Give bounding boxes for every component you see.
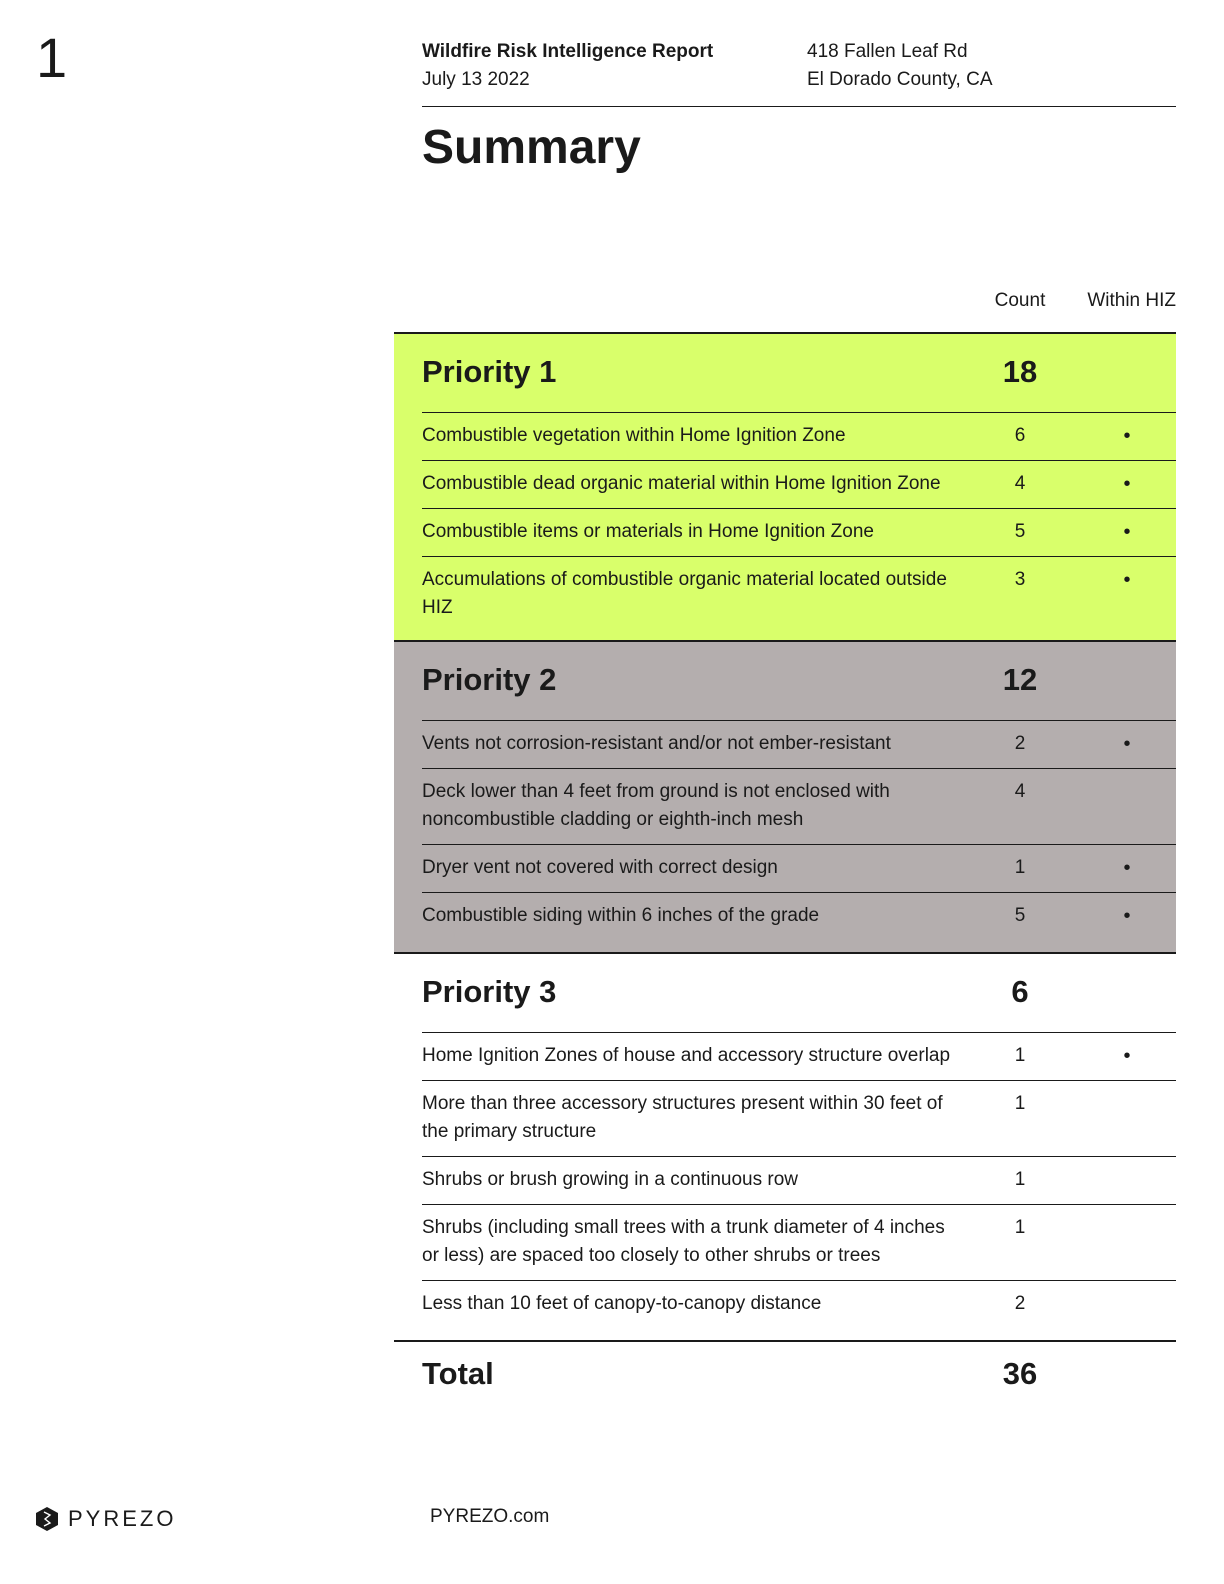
header-divider xyxy=(422,106,1176,107)
row-count: 4 xyxy=(1014,781,1026,802)
row-label: Combustible dead organic material within Home Ignition Zone xyxy=(422,473,941,494)
priority-1-section xyxy=(394,332,1176,640)
table-row xyxy=(422,769,1176,845)
row-label: Vents not corrosion-resistant and/or not ember-resistant xyxy=(422,733,891,754)
table-row xyxy=(422,1157,1176,1205)
row-count: 1 xyxy=(1014,1217,1026,1238)
page-title: Summary xyxy=(422,121,641,174)
within-hiz-dot-icon: • xyxy=(1123,1045,1131,1067)
report-title: Wildfire Risk Intelligence Report xyxy=(422,41,714,62)
column-header-count: Count xyxy=(994,290,1046,311)
total-row xyxy=(394,1340,1176,1406)
within-hiz-dot-icon: • xyxy=(1123,425,1131,447)
row-label: Less than 10 feet of canopy-to-canopy distance xyxy=(422,1293,822,1314)
table-row xyxy=(422,461,1176,509)
within-hiz-dot-icon: • xyxy=(1123,905,1131,927)
row-label: More than three accessory structures present within 30 feet of the primary structure xyxy=(422,1093,943,1142)
summary-table xyxy=(394,332,1176,1406)
page-number: 1 xyxy=(36,26,68,89)
row-count: 2 xyxy=(1014,1293,1026,1314)
within-hiz-dot-icon: • xyxy=(1123,521,1131,543)
section-count: 6 xyxy=(1011,974,1029,1009)
total-label: Total xyxy=(422,1356,494,1391)
row-count: 6 xyxy=(1014,425,1026,446)
row-count: 1 xyxy=(1014,1169,1026,1190)
section-title: Priority 1 xyxy=(422,354,557,389)
row-label: Shrubs or brush growing in a continuous row xyxy=(422,1169,798,1190)
section-header xyxy=(422,642,1176,721)
within-hiz-dot-icon: • xyxy=(1123,857,1131,879)
table-row xyxy=(422,1081,1176,1157)
row-label: Combustible vegetation within Home Ignition Zone xyxy=(422,425,846,446)
table-row xyxy=(422,845,1176,893)
row-label: Dryer vent not covered with correct design xyxy=(422,857,778,878)
table-row xyxy=(422,1281,1176,1328)
row-count: 5 xyxy=(1014,521,1026,542)
row-label: Accumulations of combustible organic material located outside HIZ xyxy=(422,569,947,618)
row-label: Shrubs (including small trees with a trunk diameter of 4 inches or less) are spaced too closely to other shrubs or trees xyxy=(422,1217,945,1266)
row-label: Combustible siding within 6 inches of the grade xyxy=(422,905,820,926)
report-date: July 13 2022 xyxy=(422,69,530,90)
logo-text: PYREZO xyxy=(68,1506,177,1531)
row-label: Deck lower than 4 feet from ground is not enclosed with noncombustible cladding or eighth-inch mesh xyxy=(422,781,890,830)
section-header xyxy=(422,954,1176,1033)
priority-3-section xyxy=(394,952,1176,1340)
table-row xyxy=(422,1205,1176,1281)
section-title: Priority 2 xyxy=(422,662,557,697)
footer-url[interactable]: PYREZO.com xyxy=(430,1506,550,1527)
priority-2-section xyxy=(394,640,1176,952)
within-hiz-dot-icon: • xyxy=(1123,569,1131,591)
table-row xyxy=(422,1033,1176,1081)
row-label: Home Ignition Zones of house and accessory structure overlap xyxy=(422,1045,951,1066)
row-count: 2 xyxy=(1014,733,1026,754)
section-count: 18 xyxy=(1002,354,1038,389)
table-row xyxy=(422,721,1176,769)
row-count: 1 xyxy=(1014,1093,1026,1114)
table-row xyxy=(422,557,1176,632)
row-count: 1 xyxy=(1014,857,1026,878)
row-count: 5 xyxy=(1014,905,1026,926)
within-hiz-dot-icon: • xyxy=(1123,473,1131,495)
section-title: Priority 3 xyxy=(422,974,557,1009)
column-headers xyxy=(394,290,1176,318)
row-count: 3 xyxy=(1014,569,1026,590)
total-count: 36 xyxy=(1002,1356,1038,1391)
row-count: 1 xyxy=(1014,1045,1026,1066)
row-count: 4 xyxy=(1014,473,1026,494)
pyrezo-logo xyxy=(36,1506,176,1532)
table-row xyxy=(422,413,1176,461)
header-left xyxy=(422,38,713,94)
header-right xyxy=(807,38,993,94)
row-label: Combustible items or materials in Home Ignition Zone xyxy=(422,521,874,542)
address-line1: 418 Fallen Leaf Rd xyxy=(807,41,968,62)
column-header-within-hiz: Within HIZ xyxy=(1087,290,1176,311)
section-header xyxy=(422,334,1176,413)
pyrezo-hexagon-logo-icon xyxy=(36,1507,58,1531)
within-hiz-dot-icon: • xyxy=(1123,733,1131,755)
table-row xyxy=(422,509,1176,557)
address-line2: El Dorado County, CA xyxy=(807,69,993,90)
section-count: 12 xyxy=(1002,662,1038,697)
table-row xyxy=(422,893,1176,940)
